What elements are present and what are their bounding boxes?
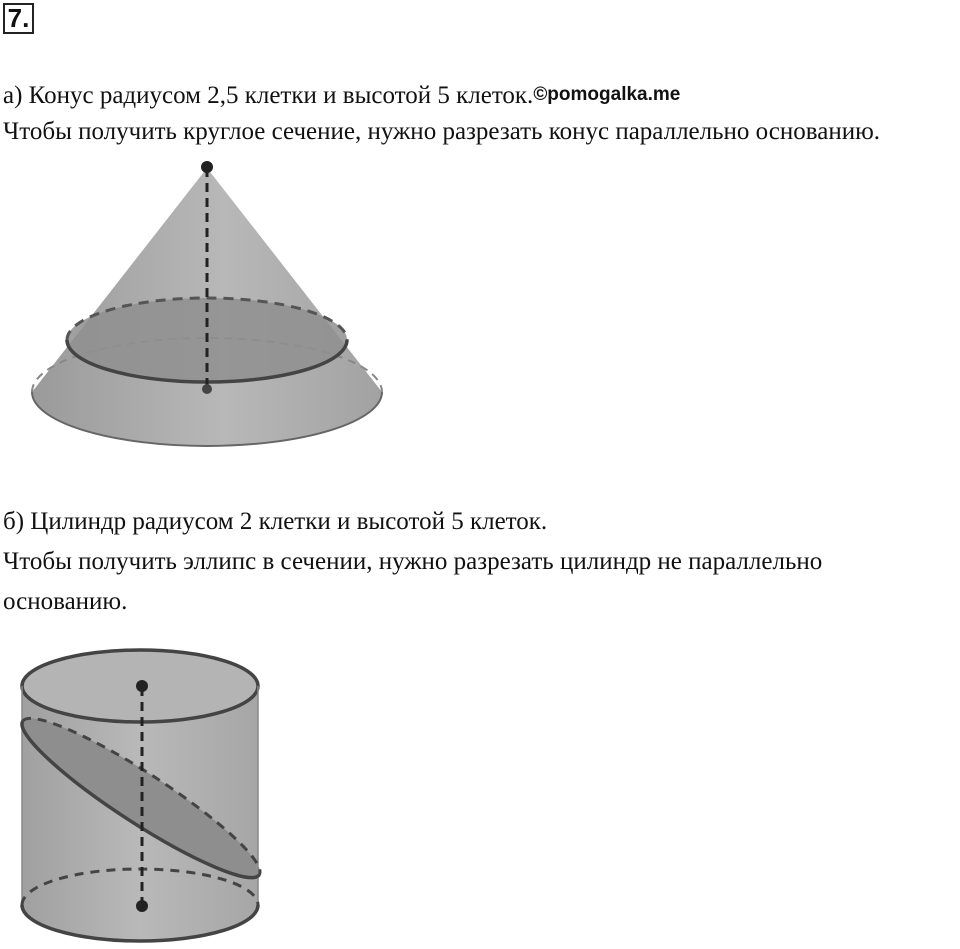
cylinder-bottom-center-point [136,900,148,912]
cylinder-top-center-point [136,680,148,692]
cylinder-figure [0,640,290,945]
cone-base-center-point [202,384,212,394]
watermark: ©pomogalka.me [533,84,681,105]
part-a-heading-text: а) Конус радиусом 2,5 клетки и высотой 5 клеток. [3,82,534,109]
part-b-explanation-line1: Чтобы получить эллипс в сечении, нужно разрезать цилиндр не параллельно [3,548,823,575]
cone-apex-point [201,161,213,173]
cone-figure [0,150,400,460]
part-a-explanation: Чтобы получить круглое сечение, нужно разрезать конус параллельно основанию. [3,118,881,145]
task-number: 7. [3,3,34,34]
part-a-heading [3,82,680,110]
part-b-heading: б) Цилиндр радиусом 2 клетки и высотой 5 клеток. [3,508,548,535]
part-b-explanation-line2: основанию. [3,588,128,615]
